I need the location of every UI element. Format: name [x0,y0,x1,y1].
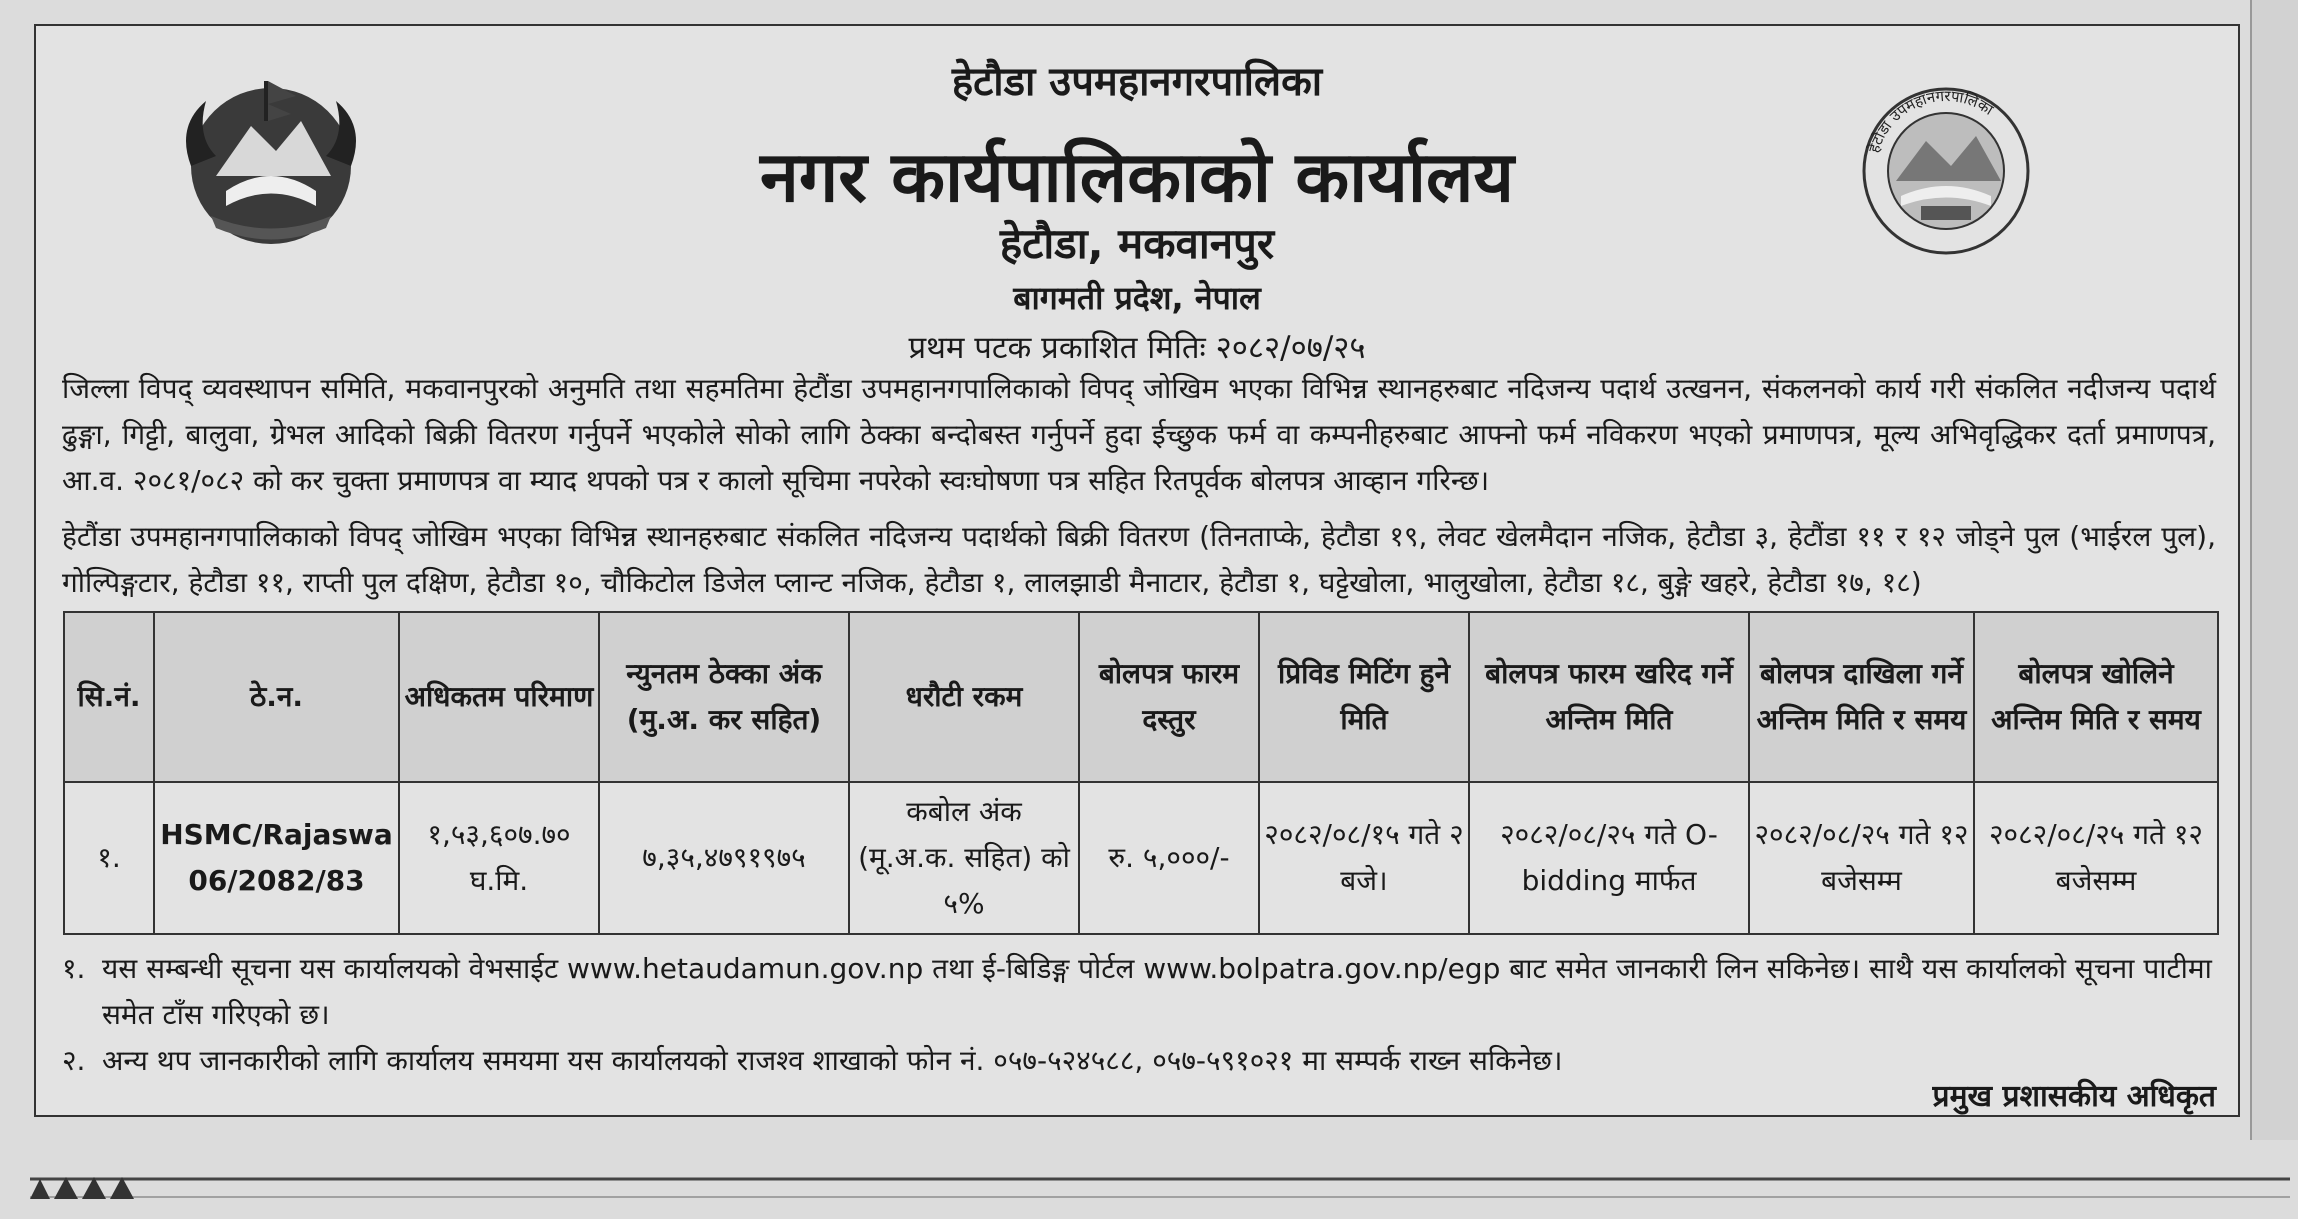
public-notice [34,24,2240,1117]
note-number: २. [62,1044,86,1077]
svg-text:हेटौडा उपमहानगरपालिका: हेटौडा उपमहानगरपालिका [1864,86,1997,155]
cell-min-amount: ७,३५,४७९१९७५ [599,782,849,934]
header-deposit: धरौटी रकम [849,612,1079,782]
note-text: अन्य थप जानकारीको लागि कार्यालय समयमा यस कार्यालयको राजश्व शाखाको फोन नं. ०५७-५२४५८८, ०५७-५९१०२१ मा सम्पर्क राख्न सकिनेछ। [102,1044,1563,1077]
page-footer-ornament-icon [30,1165,2290,1205]
bid-table [63,611,2219,935]
cell-deposit: कबोल अंक (मू.अ.क. सहित) को ५% [849,782,1079,934]
table-header-row [64,612,2218,782]
published-date: प्रथम पटक प्रकाशित मितिः २०८२/०७/२५ [908,330,1366,366]
header-max-quantity: अधिकतम परिमाण [399,612,599,782]
header-serial: सि.नं. [64,612,154,782]
header-prebid-meeting: प्रिविड मिटिंग हुने मिति [1259,612,1469,782]
cell-opening-date: २०८२/०८/२५ गते १२ बजेसम्म [1974,782,2218,934]
adjacent-page-edge [2250,0,2298,1140]
notes-list [62,946,2216,1084]
office-title: नगर कार्यपालिकाको कार्यालय [759,136,1515,218]
cell-submission-deadline: २०८२/०८/२५ गते १२ बजेसम्म [1749,782,1974,934]
cell-prebid-meeting: २०८२/०८/१५ गते २ बजे। [1259,782,1469,934]
municipality-name: हेटौडा उपमहानगरपालिका [951,59,1323,105]
intro-paragraph: जिल्ला विपद् व्यवस्थापन समिति, मकवानपुरको अनुमति तथा सहमतिमा हेटौंडा उपमहानगपालिकाको विपद् जोखिम भएका विभिन्न स्थानहरुबाट नदिजन्य पदार्थ उत्खनन, संकलनको कार्य गरी संकलित नदीजन्य पदार्थ ढुङ्गा, गिट्टी, बालुवा, ग्रेभल आदिको बिक्री वितरण गर्नुपर्ने भएकोले सोको लागि ठेक्का बन्दोबस्त गर्नुपर्ने हुदा ईच्छुक फर्म वा कम्पनीहरुबाट आफ्नो फर्म नविकरण भएको प्रमाणपत्र, मूल्य अभिवृद्धिकर दर्ता प्रमाणपत्र, आ.व. २०८१/०८२ को कर चुक्ता प्रमाणपत्र वा म्याद थपको पत्र र कालो सूचिमा नपरेको स्वःघोषणा पत्र सहित रितपूर्वक बोलपत्र आव्हान गरिन्छ। [62,372,2216,497]
list-item [62,1038,2216,1084]
office-location: हेटौडा, मकवानपुर [999,219,1275,268]
header-opening-date: बोलपत्र खोलिने अन्तिम मिति र समय [1974,612,2218,782]
note-text: यस सम्बन्धी सूचना यस कार्यालयको वेभसाईट www.hetaudamun.gov.np तथा ई-बिडिङ्ग पोर्टल www.bolpatra.gov.np/egp बाट समेत जानकारी लिन सकिनेछ। साथै यस कार्यालको सूचना पाटीमा समेत टाँस गरिएको छ। [102,952,2212,1031]
header-form-fee: बोलपत्र फारम दस्तुर [1079,612,1259,782]
province-country: बागमती प्रदेश, नेपाल [1013,279,1261,317]
cell-form-fee: रु. ५,०००/- [1079,782,1259,934]
locations-paragraph: हेटौंडा उपमहानगपालिकाको विपद् जोखिम भएका विभिन्न स्थानहरुबाट संकलित नदिजन्य पदार्थको बिक्री वितरण (तिनताप्के, हेटौडा १९, लेवट खेलमैदान नजिक, हेटौडा ३, हेटौंडा ११ र १२ जोड्ने पुल (भाईरल पुल), गोल्पिङ्गटार, हेटौडा ११, राप्ती पुल दक्षिण, हेटौडा १०, चौकिटोल डिजेल प्लान्ट नजिक, हेटौडा १, लालझाडी मैनाटार, हेटौडा १, घट्टेखोला, भालुखोला, हेटौडा १८, बुङ्गे खहरे, हेटौडा १७, १८) [62,520,2216,599]
cell-max-quantity: १,५३,६०७.७० घ.मि. [399,782,599,934]
note-number: १. [62,952,86,985]
header-submission-deadline: बोलपत्र दाखिला गर्ने अन्तिम मिति र समय [1749,612,1974,782]
table-row [64,782,2218,934]
header-min-amount: न्युनतम ठेक्का अंक (मु.अ. कर सहित) [599,612,849,782]
header-form-purchase-deadline: बोलपत्र फारम खरिद गर्ने अन्तिम मिति [1469,612,1749,782]
cell-form-purchase-deadline: २०८२/०८/२५ गते O-bidding मार्फत [1469,782,1749,934]
header-contract-no: ठे.न. [154,612,399,782]
cell-contract-no: HSMC/Rajaswa 06/2082/83 [154,782,399,934]
signatory-title: प्रमुख प्रशासकीय अधिकृत [1932,1079,2216,1114]
list-item [62,946,2216,1038]
cell-serial: १. [64,782,154,934]
